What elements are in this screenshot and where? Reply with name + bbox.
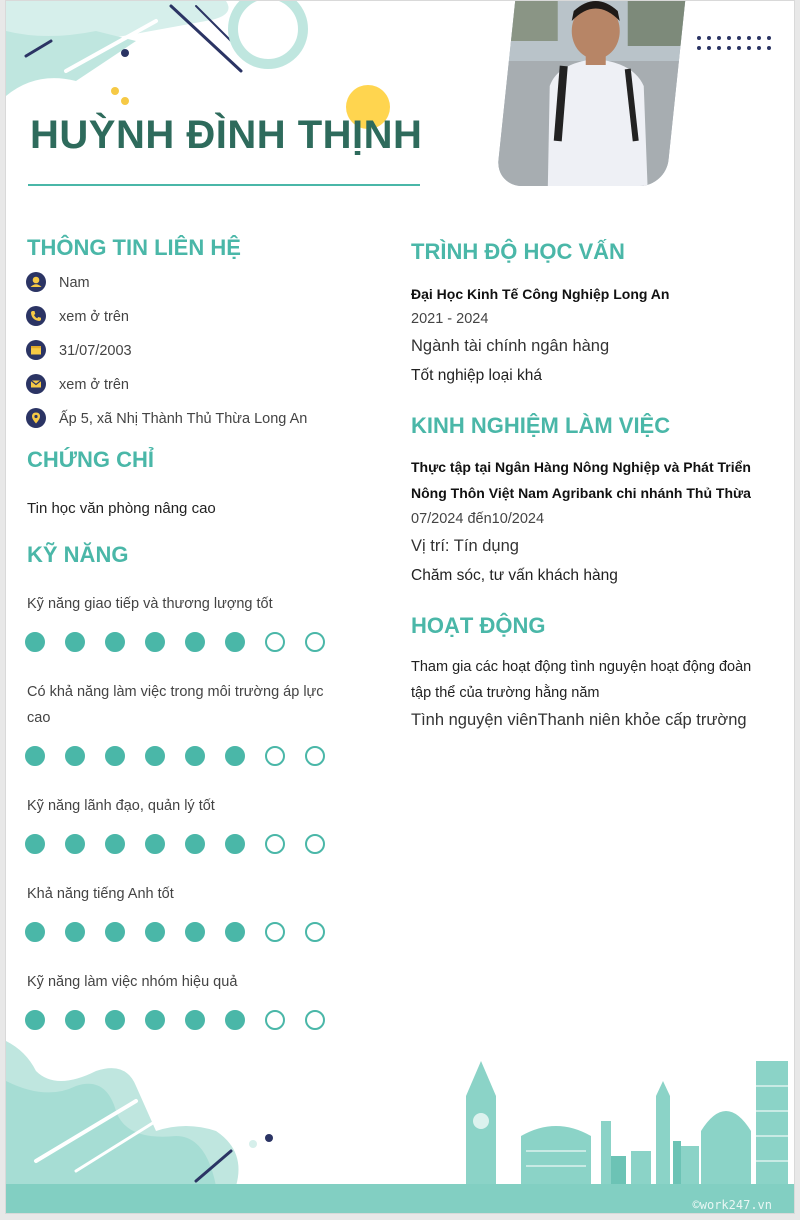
rating-dot-empty: [265, 1010, 285, 1030]
rating-dot-filled: [105, 834, 125, 854]
rating-dot-filled: [145, 1010, 165, 1030]
skill-rating: [25, 922, 325, 942]
skill-label: Kỹ năng lãnh đạo, quản lý tốt: [27, 798, 215, 814]
dot-grid-decoration: [696, 35, 776, 55]
rating-dot-filled: [25, 1010, 45, 1030]
rating-dot-filled: [225, 922, 245, 942]
rating-dot-empty: [265, 922, 285, 942]
activities-desc-line2: tập thể của trường hằng năm: [411, 685, 600, 701]
contact-address: Ấp 5, xã Nhị Thành Thủ Thừa Long An: [59, 411, 308, 427]
skill-label: Khả năng tiếng Anh tốt: [27, 886, 174, 902]
rating-dot-filled: [65, 1010, 85, 1030]
user-icon: [26, 272, 46, 292]
rating-dot-filled: [105, 746, 125, 766]
experience-period: 07/2024 đến10/2024: [411, 511, 545, 527]
rating-dot-filled: [225, 746, 245, 766]
city-skyline-illustration: [461, 1056, 795, 1186]
education-major: Ngành tài chính ngân hàng: [411, 337, 610, 355]
skill-rating: [25, 632, 325, 652]
skill-rating: [25, 834, 325, 854]
rating-dot-filled: [185, 834, 205, 854]
skill-rating: [25, 1010, 325, 1030]
skill-label: Kỹ năng làm việc nhóm hiệu quả: [27, 974, 238, 990]
rating-dot-empty: [305, 1010, 325, 1030]
watermark: ©work247.vn: [692, 1198, 772, 1212]
rating-dot-filled: [105, 922, 125, 942]
education-period: 2021 - 2024: [411, 311, 489, 327]
rating-dot-filled: [185, 746, 205, 766]
experience-section-title: KINH NGHIỆM LÀM VIỆC: [411, 413, 671, 438]
rating-dot-empty: [305, 632, 325, 652]
rating-dot-filled: [25, 746, 45, 766]
phone-icon: [26, 306, 46, 326]
rating-dot-filled: [25, 922, 45, 942]
rating-dot-filled: [105, 632, 125, 652]
education-section-title: TRÌNH ĐỘ HỌC VẤN: [411, 239, 625, 264]
rating-dot-filled: [145, 834, 165, 854]
rating-dot-filled: [225, 632, 245, 652]
name-underline: [28, 184, 420, 186]
rating-dot-filled: [145, 922, 165, 942]
activities-detail: Tình nguyện viênThanh niên khỏe cấp trường: [411, 711, 747, 729]
rating-dot-filled: [65, 922, 85, 942]
rating-dot-filled: [225, 834, 245, 854]
cv-page: [5, 0, 795, 1214]
certificates-section-title: CHỨNG CHỈ: [27, 447, 155, 472]
skill-label: Kỹ năng giao tiếp và thương lượng tốt: [27, 596, 273, 612]
profile-photo: [496, 0, 686, 186]
rating-dot-filled: [25, 632, 45, 652]
location-pin-icon: [26, 408, 46, 428]
contact-birthdate: 31/07/2003: [59, 343, 132, 359]
rating-dot-empty: [305, 834, 325, 854]
skill-label: Có khả năng làm việc trong môi trường áp lực cao: [27, 684, 324, 726]
contact-phone: xem ở trên: [59, 309, 129, 325]
rating-dot-filled: [145, 746, 165, 766]
rating-dot-empty: [305, 746, 325, 766]
rating-dot-filled: [145, 632, 165, 652]
rating-dot-filled: [185, 1010, 205, 1030]
rating-dot-empty: [265, 834, 285, 854]
contact-section-title: THÔNG TIN LIÊN HỆ: [27, 235, 241, 260]
rating-dot-filled: [25, 834, 45, 854]
rating-dot-filled: [225, 1010, 245, 1030]
rating-dot-filled: [185, 632, 205, 652]
skill-rating: [25, 746, 325, 766]
experience-duty: Chăm sóc, tư vấn khách hàng: [411, 567, 618, 584]
email-icon: [26, 374, 46, 394]
rating-dot-filled: [105, 1010, 125, 1030]
rating-dot-empty: [305, 922, 325, 942]
contact-email: xem ở trên: [59, 377, 129, 393]
skills-section-title: KỸ NĂNG: [27, 542, 129, 567]
education-school: Đại Học Kinh Tế Công Nghiệp Long An: [411, 286, 670, 302]
top-left-decoration: [6, 1, 326, 121]
contact-gender: Nam: [59, 275, 90, 291]
footer-band: [6, 1184, 795, 1214]
certificate-item: Tin học văn phòng nâng cao: [27, 500, 216, 517]
education-result: Tốt nghiệp loại khá: [411, 367, 542, 384]
full-name: HUỲNH ĐÌNH THỊNH: [30, 113, 423, 157]
rating-dot-empty: [265, 632, 285, 652]
experience-position-line1: Thực tập tại Ngân Hàng Nông Nghiệp và Phát Triển: [411, 459, 751, 475]
experience-position-line2: Nông Thôn Việt Nam Agribank chi nhánh Thủ Thừa: [411, 485, 751, 501]
activities-section-title: HOẠT ĐỘNG: [411, 613, 546, 638]
calendar-icon: [26, 340, 46, 360]
rating-dot-filled: [65, 746, 85, 766]
activities-desc-line1: Tham gia các hoạt động tình nguyện hoạt động đoàn: [411, 659, 752, 675]
rating-dot-empty: [265, 746, 285, 766]
rating-dot-filled: [65, 632, 85, 652]
rating-dot-filled: [65, 834, 85, 854]
experience-role: Vị trí: Tín dụng: [411, 537, 519, 555]
bottom-left-decoration: [6, 1041, 306, 1186]
rating-dot-filled: [185, 922, 205, 942]
